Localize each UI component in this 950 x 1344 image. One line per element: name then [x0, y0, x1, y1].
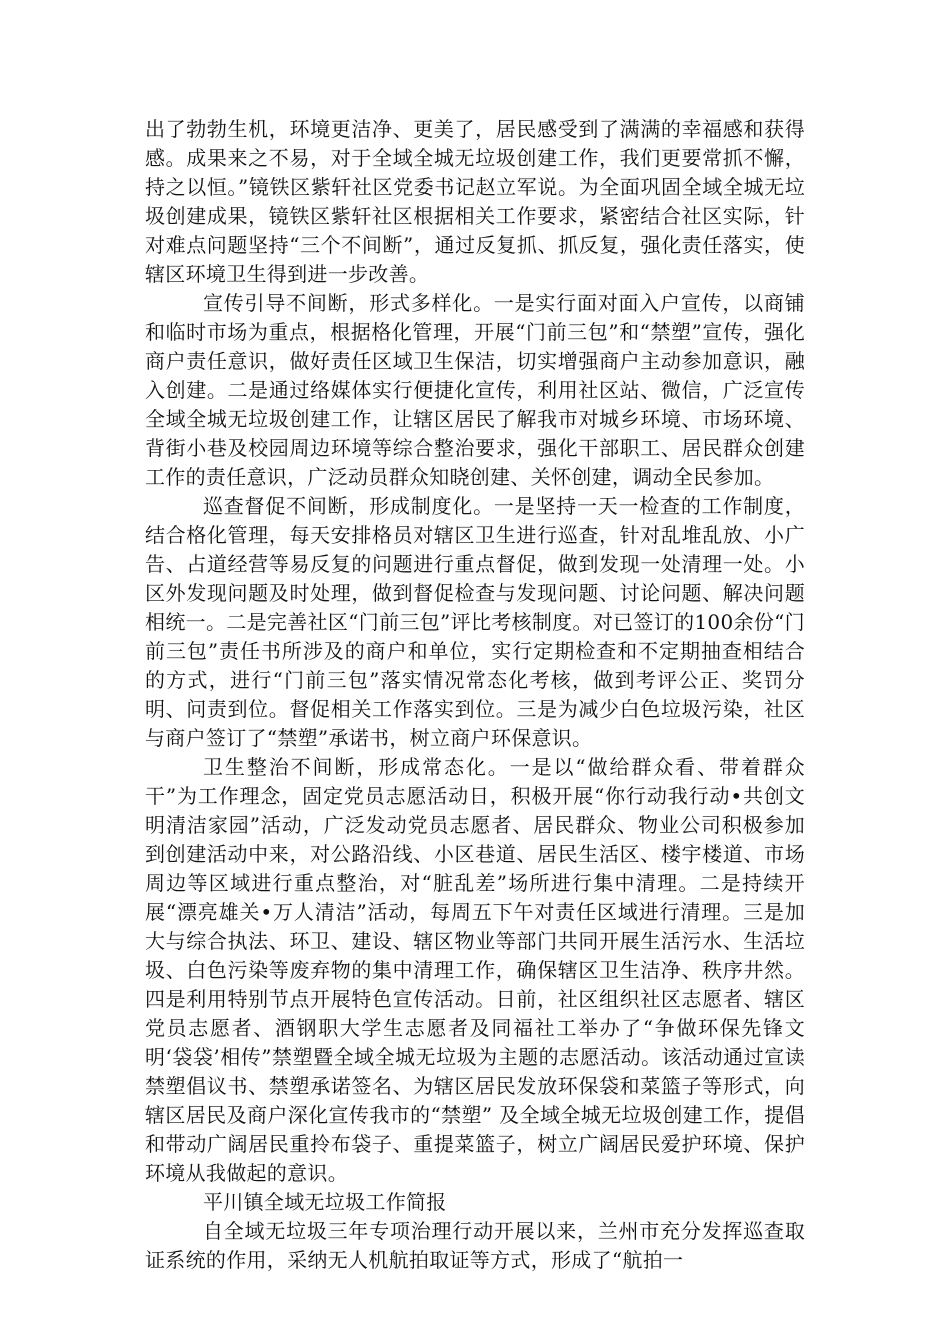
paragraph-sanitation: 卫生整治不间断，形成常态化。一是以“做给群众看、带着群众干”为工作理念，固定党员志愿活动日，积极开展“你行动我行动•共创文明清洁家园”活动，广泛发动党员志愿者、居民群众、物业公司积极参加到创建活动中来，对公路沿线、小区巷道、居民生活区、楼宇楼道、市场周边等区域进行重点整治，对“脏乱差”场所进行集中清理。二是持续开展“漂亮雄关•万人清洁”活动，每周五下午对责任区域进行清理。三是加大与综合执法、环卫、建设、辖区物业等部门共同开展生活污水、生活垃圾、白色污染等废弃物的集中清理工作，确保辖区卫生洁净、秩序井然。四是利用特别节点开展特色宣传活动。日前，社区组织社区志愿者、辖区党员志愿者、酒钢职大学生志愿者及同福社工举办了“争做环保先锋文明‘袋袋’相传”禁塑暨全域全城无垃圾为主题的志愿活动。该活动通过宣读禁塑倡议书、禁塑承诺签名、为辖区居民发放环保袋和菜篮子等形式，向辖区居民及商户深化宣传我市的“禁塑” 及全域全城无垃圾创建工作，提倡和带动广阔居民重拎布袋子、重提菜篮子，树立广阔居民爱护环境、保护环境从我做起的意识。 [145, 755, 805, 1185]
paragraph-inspection: 巡查督促不间断，形成制度化。一是坚持一天一检查的工作制度，结合格化管理，每天安排格员对辖区卫生进行巡查，针对乱堆乱放、小广告、占道经营等易反复的问题进行重点督促，做到发现一处清理一处。小区外发现问题及时处理，做到督促检查与发现问题、讨论问题、解决问题相统一。二是完善社区“门前三包”评比考核制度。对已签订的100余份“门前三包”责任书所涉及的商户和单位，实行定期检查和不定期抽查相结合的方式，进行“门前三包”落实情况常态化考核，做到考评公正、奖罚分明、问责到位。督促相关工作落实到位。三是为减少白色垃圾污染，社区与商户签订了“禁塑”承诺书，树立商户环保意识。 [145, 494, 805, 750]
paragraph-pingchuan: 自全域无垃圾三年专项治理行动开展以来，兰州市充分发挥巡查取证系统的作用，采纳无人机航拍取证等方式，形成了“航拍一 [145, 1219, 805, 1272]
paragraph-intro: 出了勃勃生机，环境更洁净、更美了，居民感受到了满满的幸福感和获得感。成果来之不易，对于全域全城无垃圾创建工作，我们更要常抓不懈，持之以恒。”镜铁区紫轩社区党委书记赵立军说。为全面巩固全域全城无垃圾创建成果，镜铁区紫轩社区根据相关工作要求，紧密结合社区实际，针对难点问题坚持“三个不间断”，通过反复抓、抓反复，强化责任落实，使辖区环境卫生得到进一步改善。 [145, 117, 805, 286]
section-heading: 平川镇全域无垃圾工作简报 [203, 1190, 447, 1214]
paragraph-publicity: 宣传引导不间断，形式多样化。一是实行面对面入户宣传，以商铺和临时市场为重点，根据格化管理，开展“门前三包”和“禁塑”宣传，强化商户责任意识，做好责任区域卫生保洁，切实增强商户主动参加意识，融入创建。二是通过络媒体实行便捷化宣传，利用社区站、微信，广泛宣传全域全城无垃圾创建工作，让辖区居民了解我市对城乡环境、市场环境、背街小巷及校园周边环境等综合整治要求，强化干部职工、居民群众创建工作的责任意识，广泛动员群众知晓创建、关怀创建，调动全民参加。 [145, 291, 805, 489]
document-body [145, 115, 805, 1275]
